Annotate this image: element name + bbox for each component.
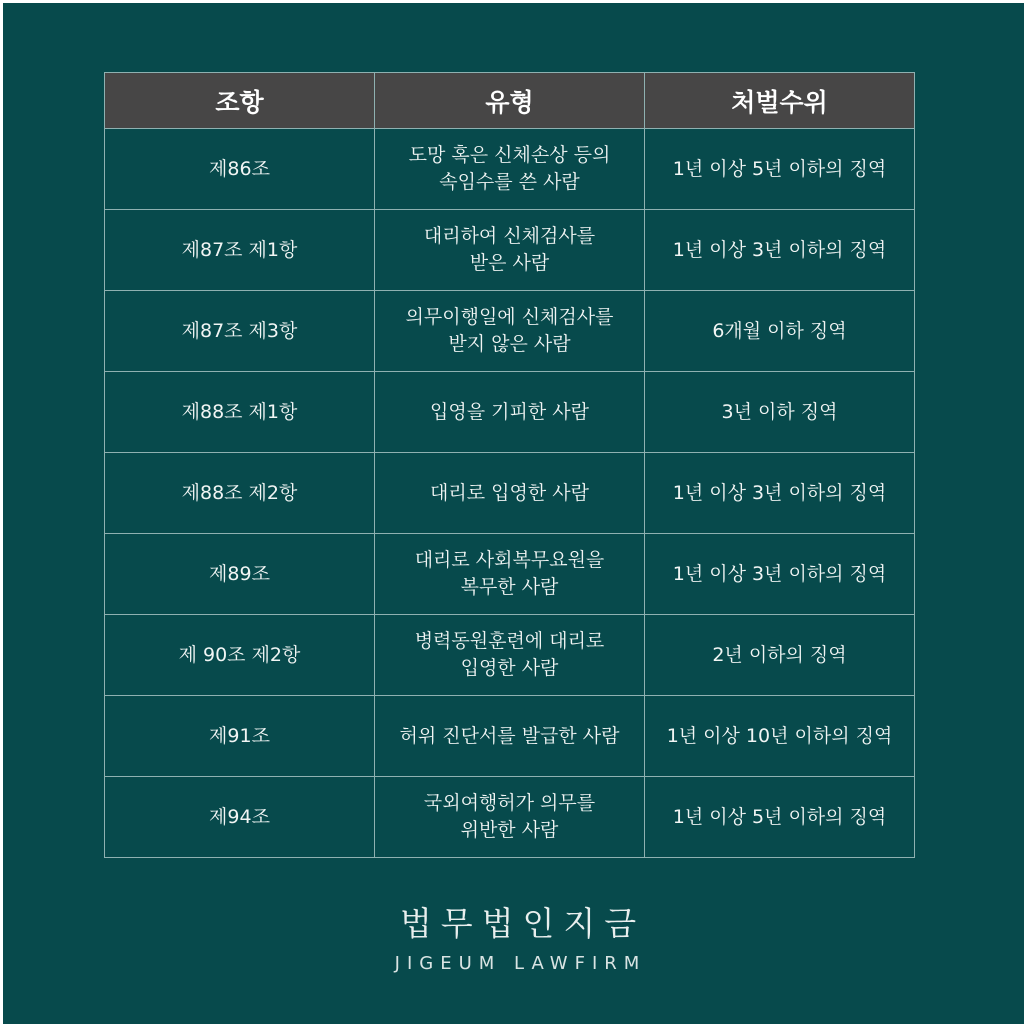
table-row — [105, 615, 915, 696]
infographic-panel — [3, 3, 1024, 1024]
type-cell: 국외여행허가 의무를 위반한 사람 — [375, 777, 645, 858]
table-row — [105, 129, 915, 210]
article-cell: 제86조 — [105, 129, 375, 210]
article-cell: 제89조 — [105, 534, 375, 615]
header-type: 유형 — [375, 73, 645, 129]
article-cell: 제91조 — [105, 696, 375, 777]
article-cell: 제94조 — [105, 777, 375, 858]
brand-name-english: JIGEUM LAWFIRM — [394, 953, 647, 974]
penalty-cell: 1년 이상 10년 이하의 징역 — [645, 696, 915, 777]
table-row — [105, 372, 915, 453]
table-row — [105, 453, 915, 534]
penalty-cell: 6개월 이하 징역 — [645, 291, 915, 372]
brand-name-korean: 법무법인지금 — [399, 904, 646, 943]
type-cell: 대리로 입영한 사람 — [375, 453, 645, 534]
penalty-cell: 1년 이상 5년 이하의 징역 — [645, 777, 915, 858]
type-cell: 도망 혹은 신체손상 등의 속임수를 쓴 사람 — [375, 129, 645, 210]
table-header-row — [105, 73, 915, 129]
penalty-cell: 2년 이하의 징역 — [645, 615, 915, 696]
table-row — [105, 696, 915, 777]
type-cell: 입영을 기피한 사람 — [375, 372, 645, 453]
table-row — [105, 291, 915, 372]
header-article: 조항 — [105, 73, 375, 129]
type-cell: 허위 진단서를 발급한 사람 — [375, 696, 645, 777]
table-row — [105, 534, 915, 615]
penalty-cell: 1년 이상 3년 이하의 징역 — [645, 534, 915, 615]
penalty-cell: 3년 이하 징역 — [645, 372, 915, 453]
penalty-cell: 1년 이상 3년 이하의 징역 — [645, 453, 915, 534]
article-cell: 제87조 제1항 — [105, 210, 375, 291]
type-cell: 의무이행일에 신체검사를 받지 않은 사람 — [375, 291, 645, 372]
header-penalty: 처벌수위 — [645, 73, 915, 129]
type-cell: 병력동원훈련에 대리로 입영한 사람 — [375, 615, 645, 696]
type-cell: 대리로 사회복무요원을 복무한 사람 — [375, 534, 645, 615]
article-cell: 제87조 제3항 — [105, 291, 375, 372]
penalty-cell: 1년 이상 5년 이하의 징역 — [645, 129, 915, 210]
type-cell: 대리하여 신체검사를 받은 사람 — [375, 210, 645, 291]
article-cell: 제 90조 제2항 — [105, 615, 375, 696]
penalty-cell: 1년 이상 3년 이하의 징역 — [645, 210, 915, 291]
penalty-table — [104, 72, 915, 858]
table-row — [105, 777, 915, 858]
article-cell: 제88조 제2항 — [105, 453, 375, 534]
table-row — [105, 210, 915, 291]
article-cell: 제88조 제1항 — [105, 372, 375, 453]
